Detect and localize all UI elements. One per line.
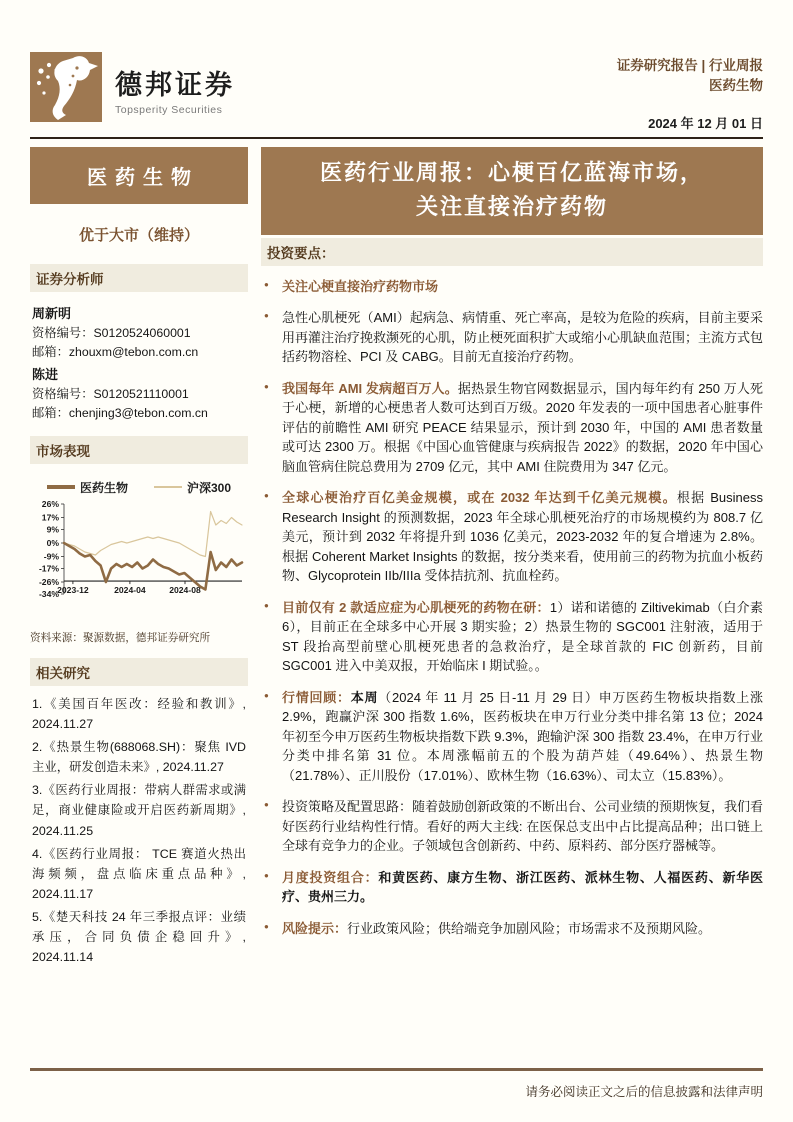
bullet-item bbox=[261, 598, 763, 676]
chart-source-note: 资料来源：聚源数据，德邦证券研究所 bbox=[30, 631, 211, 644]
bullet-item bbox=[261, 868, 763, 907]
bullet-text-segment: 目前仅有 2 款适应症为心肌梗死的药物在研： bbox=[282, 599, 550, 615]
research-item: 1.《美国百年医改：经验和教训》, 2024.11.27 bbox=[32, 696, 246, 732]
research-item: 2.《热景生物(688068.SH)：聚焦 IVD 主业，研发创造未来》, 2024.11.27 bbox=[32, 740, 246, 775]
report-type-label: 证券研究报告 | 行业周报 bbox=[616, 58, 763, 73]
bullet-text-segment: 月度投资组合： bbox=[282, 869, 379, 885]
related-research-list bbox=[30, 686, 248, 967]
svg-text:2024-04: 2024-04 bbox=[114, 585, 146, 596]
brand-logo bbox=[30, 52, 235, 122]
svg-text:26%: 26% bbox=[41, 498, 59, 509]
bullet-item bbox=[261, 797, 763, 856]
bullet-text-segment: 全球心梗治疗百亿美金规模，或在 2032 年达到千亿美元规模。 bbox=[282, 490, 677, 506]
footer-disclaimer: 请务必阅读正文之后的信息披露和法律声明 bbox=[525, 1085, 763, 1099]
analyst-email: 邮箱：zhouxm@tebon.com.cn bbox=[32, 344, 199, 359]
legend-label: 沪深300 bbox=[186, 480, 232, 495]
market-performance-block bbox=[30, 464, 248, 621]
bullet-text-segment: 本周 bbox=[350, 689, 379, 705]
legend-entry bbox=[47, 479, 128, 496]
bullet-item bbox=[261, 277, 763, 297]
bullet-text-segment: 急性心肌梗死（AMI）起病急、病情重、死亡率高，是较为危险的疾病，目前主要采用再灌注治疗挽救濒死的心肌，防止梗死面积扩大或缩小心肌缺血范围；主流方式包括药物溶栓、PCI 及 CABG。目前无直接治疗药物。 bbox=[282, 310, 764, 365]
svg-text:2023-12: 2023-12 bbox=[57, 585, 89, 596]
sidebar bbox=[30, 147, 248, 971]
bullet-text-segment: 行业政策风险；供给端竞争加剧风险；市场需求不及预期风险。 bbox=[347, 920, 712, 936]
brand-name-en: Topsperity Securities bbox=[115, 104, 223, 116]
industry-tag: 医药生物 bbox=[30, 147, 248, 204]
svg-text:0%: 0% bbox=[46, 537, 59, 548]
header-industry-label: 医药生物 bbox=[709, 78, 763, 94]
svg-text:9%: 9% bbox=[46, 524, 59, 535]
svg-text:-17%: -17% bbox=[38, 563, 59, 574]
svg-text:2024-08: 2024-08 bbox=[169, 585, 201, 596]
brand-names bbox=[115, 52, 235, 116]
research-section-header: 相关研究 bbox=[30, 658, 248, 686]
research-item: 3.《医药行业周报：带病人群需求或满足，商业健康险或开启医药新周期》, 2024.11.25 bbox=[32, 783, 246, 838]
analyst-card bbox=[32, 304, 246, 362]
footer-divider bbox=[30, 1068, 763, 1071]
report-title-line1: 医药行业周报：心梗百亿蓝海市场， bbox=[319, 159, 704, 185]
bullet-item bbox=[261, 308, 763, 367]
legend-label: 医药生物 bbox=[79, 480, 128, 495]
bullet-text-segment: 1）诺和诺德的 Ziltivekimab（白介素 6），目前正在全球多中心开展 3 期实验；2）热景生物的 SGC001 注射液，适用于 ST 段抬高型前壁心肌梗死患者的急救治疗，是全球首款的 FIC 创新药，目前 SGC001 进入中美双报，开始临床 I 期试验。。 bbox=[282, 599, 763, 674]
report-title bbox=[261, 147, 763, 235]
main-content bbox=[261, 147, 763, 971]
bullet-text-segment: 根据 Business Research Insight 的预测数据，2023 年全球心肌梗死治疗的市场规模约为 808.7 亿美元，预计到 2032 年将提升到 1036 亿美元，2023-2032 年的复合增速为 2.8%。根据 Coherent Market Insights 的数据，按分类来看，使用前三的药物为抗血小板药物、Glycoprotein IIb/IIIa 受体拮抗剂、抗血栓药。 bbox=[282, 490, 763, 584]
research-item: 4.《医药行业周报： TCE 赛道火热出海频频，盘点临床重点品种》, 2024.11.17 bbox=[32, 846, 246, 901]
svg-text:-34%: -34% bbox=[38, 588, 59, 599]
analyst-cert-number: 资格编号：S0120521110001 bbox=[32, 386, 189, 401]
analyst-list bbox=[30, 292, 248, 436]
bullet-text-segment: 我国每年 AMI 发病超百万人。 bbox=[282, 380, 458, 396]
legend-entry bbox=[154, 479, 231, 496]
svg-text:-26%: -26% bbox=[38, 576, 59, 587]
chart-legend bbox=[30, 479, 248, 496]
legend-line-swatch bbox=[47, 485, 75, 489]
bullet-item bbox=[261, 379, 763, 477]
bullet-list bbox=[261, 277, 763, 939]
legend-line-swatch bbox=[154, 486, 182, 488]
analyst-name: 陈进 bbox=[32, 366, 59, 382]
report-header bbox=[0, 0, 793, 139]
bullet-text-segment: 行情回顾： bbox=[282, 689, 351, 705]
analyst-section-header: 证券分析师 bbox=[30, 264, 248, 292]
rating-badge: 优于大市（维持） bbox=[78, 226, 199, 244]
market-section-header: 市场表现 bbox=[30, 436, 248, 464]
bullet-text-segment: 和黄医药、康方生物、浙江医药、派林生物、人福医药、新华医疗、贵州三力。 bbox=[282, 869, 763, 905]
analyst-card bbox=[32, 365, 246, 423]
bullet-item bbox=[261, 688, 763, 786]
bullet-text-segment: 据热景生物官网数据显示，国内每年约有 250 万人死于心梗，新增的心梗患者人数可达到百万级。2020 年发表的一项中国患者心脏事件评估的前瞻性 AMI 研究 PEACE 结果显示，预计到 2030 年，中国的 AMI 患者数量或可达 2300 万。根据《中国心血管健康与疾病报告 2022》的数据，2020 年中国心脑血管病住院总费用为 2709 亿元，其中 AMI 住院费用为 347 亿元。 bbox=[282, 380, 763, 474]
report-title-line2: 关注直接治疗药物 bbox=[415, 193, 608, 219]
leopard-logo-icon bbox=[30, 52, 102, 122]
bullet-item bbox=[261, 919, 763, 939]
brand-name-cn: 德邦证券 bbox=[115, 70, 235, 100]
report-date: 2024 年 12 月 01 日 bbox=[648, 115, 763, 131]
svg-text:-9%: -9% bbox=[43, 551, 59, 562]
page-footer bbox=[30, 1068, 763, 1100]
market-performance-chart bbox=[30, 498, 248, 616]
bullet-text-segment: 风险提示： bbox=[282, 920, 348, 936]
analyst-email: 邮箱：chenjing3@tebon.com.cn bbox=[32, 405, 208, 420]
bullet-item bbox=[261, 488, 763, 586]
key-points-header: 投资要点： bbox=[261, 238, 763, 266]
header-meta bbox=[617, 56, 763, 132]
analyst-name: 周新明 bbox=[32, 305, 72, 321]
bullet-text-segment: 关注心梗直接治疗药物市场 bbox=[282, 278, 439, 294]
bullet-text-segment: 投资策略及配置思路：随着鼓励创新政策的不断出台、公司业绩的预期恢复，我们看好医药行业结构性行情。看好的两大主线: 在医保总支出中占比提高品种；出口链上全球有竞争力的企业。子领域包含创新药、中药、原料药、部分医疗器械等。 bbox=[282, 799, 764, 854]
svg-text:17%: 17% bbox=[41, 512, 59, 523]
analyst-cert-number: 资格编号：S0120524060001 bbox=[32, 325, 191, 340]
research-item: 5.《楚天科技 24 年三季报点评：业绩承压，合同负债企稳回升》, 2024.11.14 bbox=[32, 909, 246, 965]
bullet-text-segment: （2024 年 11 月 25 日-11 月 29 日）申万医药生物板块指数上涨 2.9%，跑赢沪深 300 指数 1.6%，医药板块在申万行业分类中排名第 13 位；2024 年初至今申万医药生物板块指数下跌 9.3%，跑输沪深 300 指数 23.4%，在申万行业分类中排名第 31 位。本周涨幅前五的个股为葫芦娃（49.64%）、热景生物（21.78%）、正川股份（17.01%）、欧林生物（16.63%）、司太立（15.83%）。 bbox=[282, 689, 763, 783]
